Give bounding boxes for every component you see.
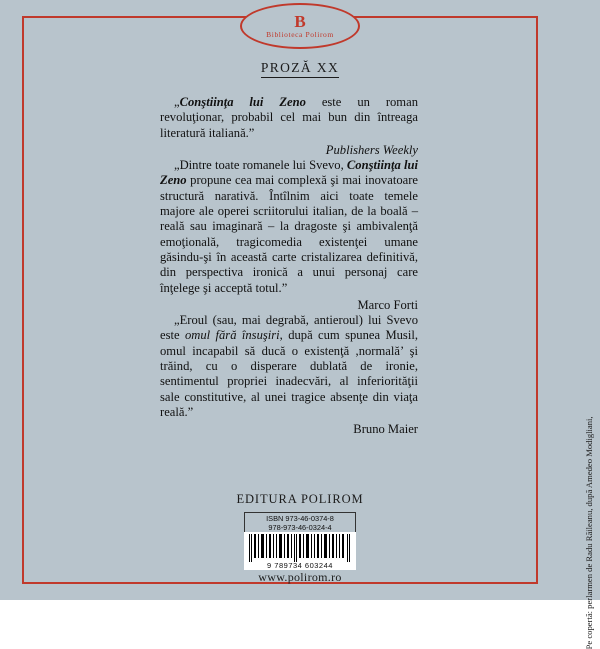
blurb-text-3: „Eroul (sau, mai degrabă, antieroul) lui Svevo este omul fără însuşiri, după cum spunea Musil, omul incapabil să ducă o existenţă ,normală’ şi trăind, cu o disperare dublată de ironie, sentimentul propriei inadecvări, al inferiorităţii sale constitutive, al unei tragice absenţe din viaţa reală.”	[160, 313, 418, 419]
publisher-logo-medallion	[240, 3, 360, 49]
blurb-text-2: „Dintre toate romanele lui Svevo, Conştiinţa lui Zeno propune cea mai complexă şi mai inovatoare structură narativă. Întîlnim aici toate temele majore ale operei scriitorului italian, de la boală – reală sau imaginară – la dragoste şi ambivalenţă emoţională, tragicomedia existenţei umane găsindu-şi în această carte cristalizarea definitivă, din perspectiva ironică a unui personaj care înţelege şi acceptă totul.”	[160, 158, 418, 295]
isbn-box	[244, 512, 356, 534]
logo-imprint-label: Biblioteca Polirom	[266, 30, 334, 39]
blurb-attribution-3: Bruno Maier	[353, 422, 418, 437]
blurb-text-1: „Conştiinţa lui Zeno este un roman revoluţionar, probabil cel mai bun din întreaga literatură italiană.”	[160, 95, 418, 140]
blurb-attribution-1: Publishers Weekly	[325, 142, 418, 157]
barcode-number: 9 789734 603244	[267, 561, 333, 570]
barcode-bars-icon	[248, 534, 352, 562]
blurb-column	[160, 95, 418, 438]
collection-name-text: PROZĂ XX	[261, 60, 339, 78]
isbn-line-1: ISBN 973-46-0374-8	[266, 514, 334, 523]
barcode	[244, 532, 356, 570]
collection-name	[0, 60, 600, 78]
publisher-name: EDITURA POLIROM	[236, 492, 364, 506]
cover-credit-vertical: Pe copertă: perlarmen de Radu Răileanu, după Amedeo Modigliani,	[584, 416, 594, 649]
isbn-line-2: 978-973-46-0324-4	[268, 523, 332, 532]
publisher-website[interactable]: www.polirom.ro	[258, 570, 342, 584]
blurb-attribution-2: Marco Forti	[357, 297, 418, 312]
logo-letter: B	[294, 12, 306, 31]
